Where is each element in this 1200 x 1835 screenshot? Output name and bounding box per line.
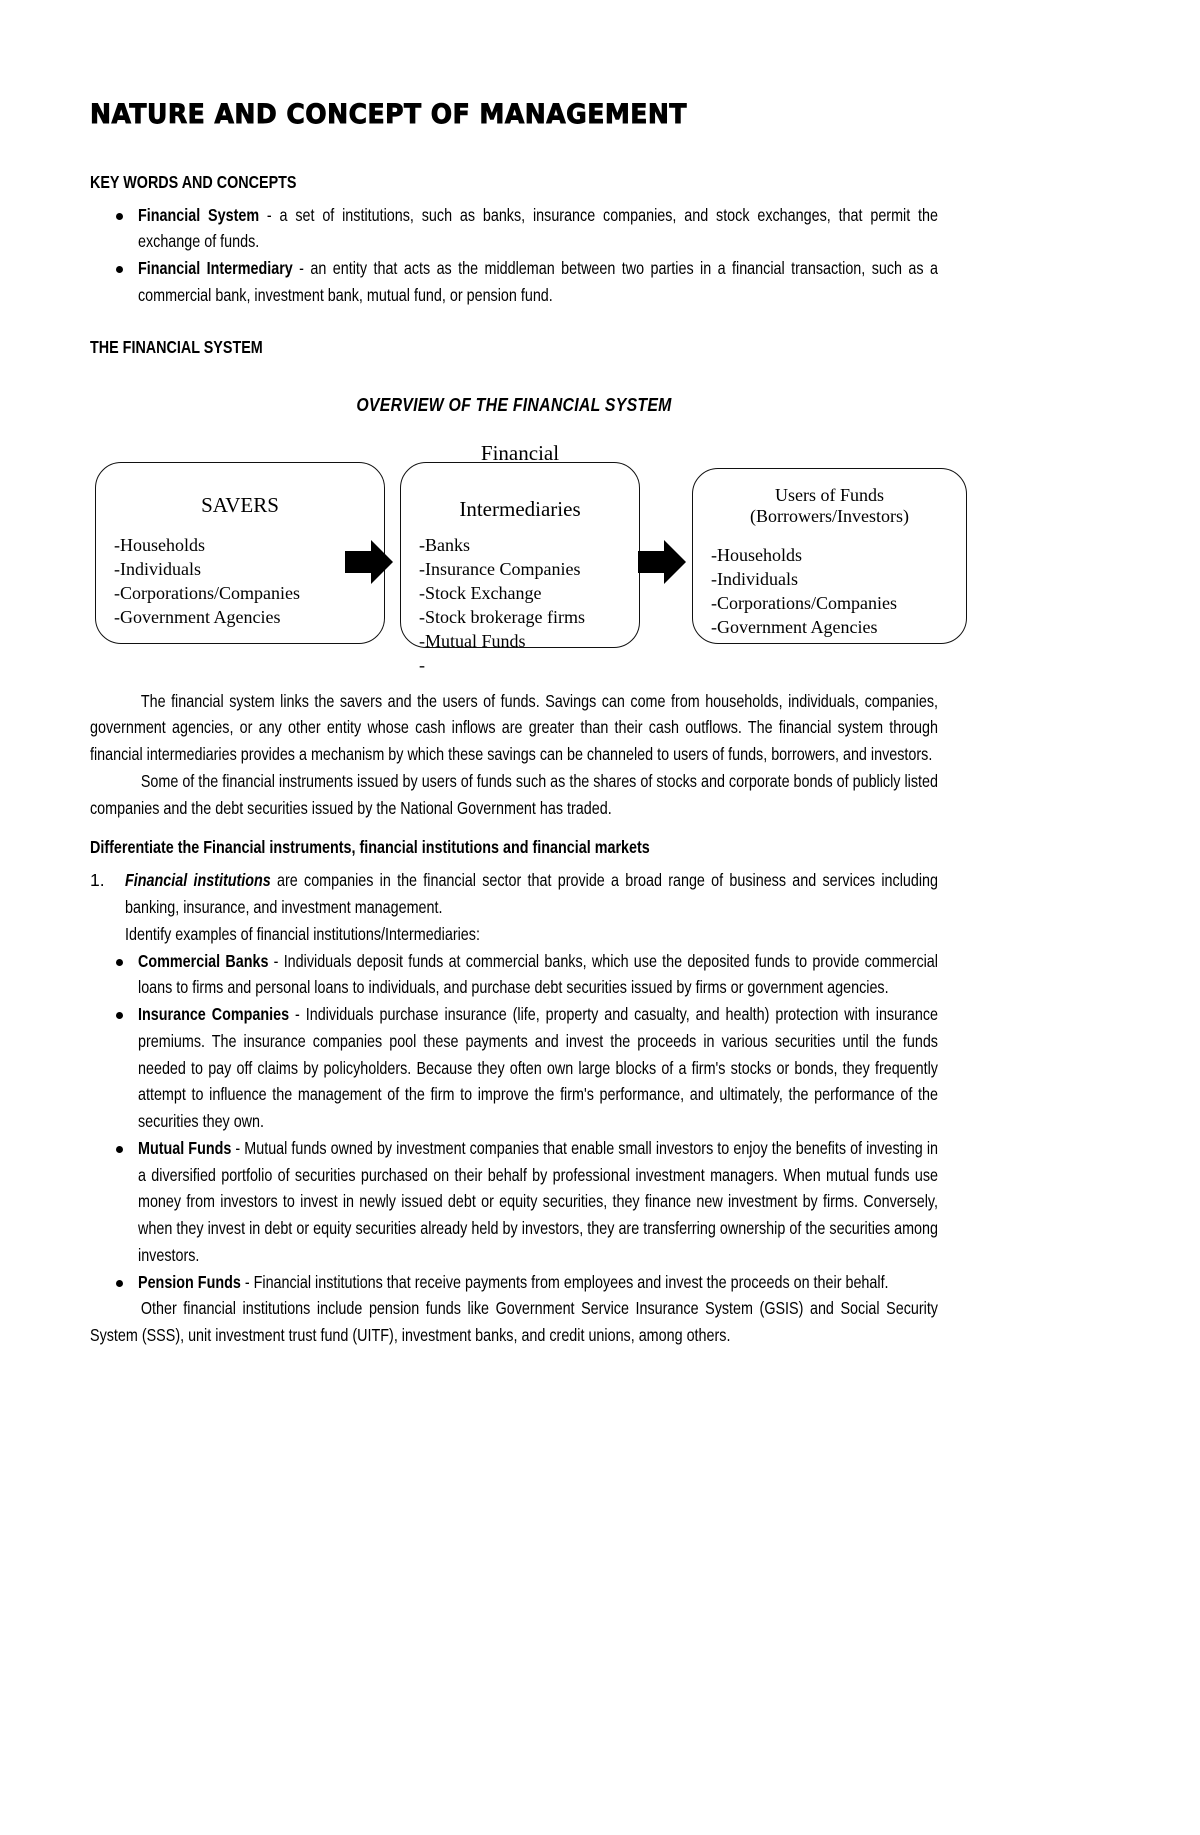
list-item <box>90 1135 938 1269</box>
diagram-box-savers <box>95 462 385 644</box>
list-item: -Stock Exchange <box>419 582 542 603</box>
institution-term: Pension Funds <box>138 1271 241 1292</box>
list-item: -Stock brokerage firms <box>419 606 585 627</box>
keywords-list <box>90 202 938 309</box>
section-heading-financial-system: THE FINANCIAL SYSTEM <box>90 336 263 357</box>
institution-term: Commercial Banks <box>138 950 269 971</box>
keyword-definition: - an entity that acts as the middleman between two parties in a financial transaction, such as a commercial bank, investment bank, mutual fund, or pension fund. <box>138 258 938 305</box>
numbered-item-subhead-wrap <box>125 921 938 948</box>
paragraph-financial-system-links: The financial system links the savers and the users of funds. Savings can come from households, individuals, companies, government agencies, or any other entity whose cash inflows are greater than their cash outflows. The financial system through financial intermediaries provides a mechanism by which these savings can be channeled to users of funds, borrowers, and investors. <box>90 690 938 765</box>
list-item: -Households <box>711 545 802 566</box>
paragraph-other-institutions: Other financial institutions include pension funds like Government Service Insurance System (GSIS) and Social Security System (SSS), unit investment trust fund (UITF), investment banks, and credit unions, among others. <box>90 1298 938 1346</box>
numbered-item-text: are companies in the financial sector that provide a broad range of business and services including banking, insurance, and investment management. <box>125 870 938 917</box>
keyword-term: Financial System <box>138 204 260 225</box>
diagram-box-intermediaries-items <box>401 534 639 678</box>
numbered-list <box>90 867 938 947</box>
institution-term: Mutual Funds <box>138 1137 232 1158</box>
right-arrow-icon <box>345 540 393 584</box>
list-item: -Individuals <box>114 559 201 580</box>
list-item <box>90 1001 938 1135</box>
list-item: -Banks <box>419 535 470 556</box>
institution-term: Insurance Companies <box>138 1004 290 1025</box>
page-title: NATURE AND CONCEPT OF MANAGEMENT <box>90 99 687 130</box>
diagram-box-intermediaries <box>400 440 640 675</box>
list-item: -Individuals <box>711 569 798 590</box>
right-arrow-icon <box>638 540 686 584</box>
institution-definition: - Financial institutions that receive payments from employees and invest the proceeds on their behalf. <box>240 1271 889 1292</box>
list-item: -Corporations/Companies <box>711 593 897 614</box>
institution-definition: - Individuals purchase insurance (life, property and casualty, and health) protection with insurance premiums. The insurance companies pool these payments and invest the proceeds in various securities until the funds needed to pay off claims by policyholders. Because they often own large blocks of a firm's stocks or bonds, they frequently attempt to influence the management of the firm to improve the firm's performance, and ultimately, the performance of the securities they own. <box>138 1004 938 1132</box>
section-heading-keywords: KEY WORDS AND CONCEPTS <box>90 171 297 192</box>
list-item <box>90 1269 938 1296</box>
diagram-box-users-items <box>693 544 966 640</box>
list-item <box>90 867 938 947</box>
list-item: - <box>419 654 425 675</box>
list-item: -Insurance Companies <box>419 559 581 580</box>
list-item: -Government Agencies <box>711 617 878 638</box>
diagram-title: OVERVIEW OF THE FINANCIAL SYSTEM <box>356 394 672 415</box>
paragraph-financial-instruments: Some of the financial instruments issued by users of funds such as the shares of stocks and corporate bonds of publicly listed companies and the debt securities issued by the National Government has traded. <box>90 770 938 818</box>
diagram-box-intermediaries-heading-line2: Intermediaries <box>459 496 581 521</box>
section-heading-differentiate: Differentiate the Financial instruments, financial institutions and financial markets <box>90 837 650 858</box>
list-item: -Mutual Funds <box>419 630 526 651</box>
numbered-item-term: Financial institutions <box>125 870 271 891</box>
institution-definition: - Mutual funds owned by investment companies that enable small investors to enjoy the benefits of investing in a diversified portfolio of securities purchased on their behalf by professional investment managers. When mutual funds use money from investors to invest in newly issued debt or equity securities, they finance new investment by firms. Conversely, when they invest in debt or equity securities already held by investors, they are transferring ownership of the securities among investors. <box>138 1137 938 1265</box>
list-item <box>90 255 938 309</box>
diagram-box-users-heading-line2: (Borrowers/Investors) <box>750 506 909 527</box>
diagram-box-savers-items <box>96 534 384 630</box>
document-content <box>90 100 938 1349</box>
keyword-term: Financial Intermediary <box>138 258 293 279</box>
diagram-box-savers-heading: SAVERS <box>201 492 279 517</box>
identify-examples-label: Identify examples of financial institutions/Intermediaries: <box>125 923 480 944</box>
institution-definition: - Individuals deposit funds at commercial banks, which use the deposited funds to provide commercial loans to firms and personal loans to individuals, and purchase debt securities issued by firms or government agencies. <box>138 950 938 998</box>
institutions-list <box>90 948 938 1296</box>
diagram-box-users-heading-line1: Users of Funds <box>774 484 884 505</box>
diagram-box-users-of-funds <box>692 468 967 644</box>
list-item <box>90 948 938 1002</box>
list-item: -Households <box>114 535 205 556</box>
diagram-box-intermediaries-heading-line1: Financial <box>480 440 560 465</box>
list-item <box>90 202 938 256</box>
financial-system-diagram <box>90 440 938 675</box>
list-item: -Government Agencies <box>114 606 281 627</box>
keyword-definition: - a set of institutions, such as banks, insurance companies, and stock exchanges, that permit the exchange of funds. <box>138 204 938 252</box>
list-item: -Corporations/Companies <box>114 582 300 603</box>
